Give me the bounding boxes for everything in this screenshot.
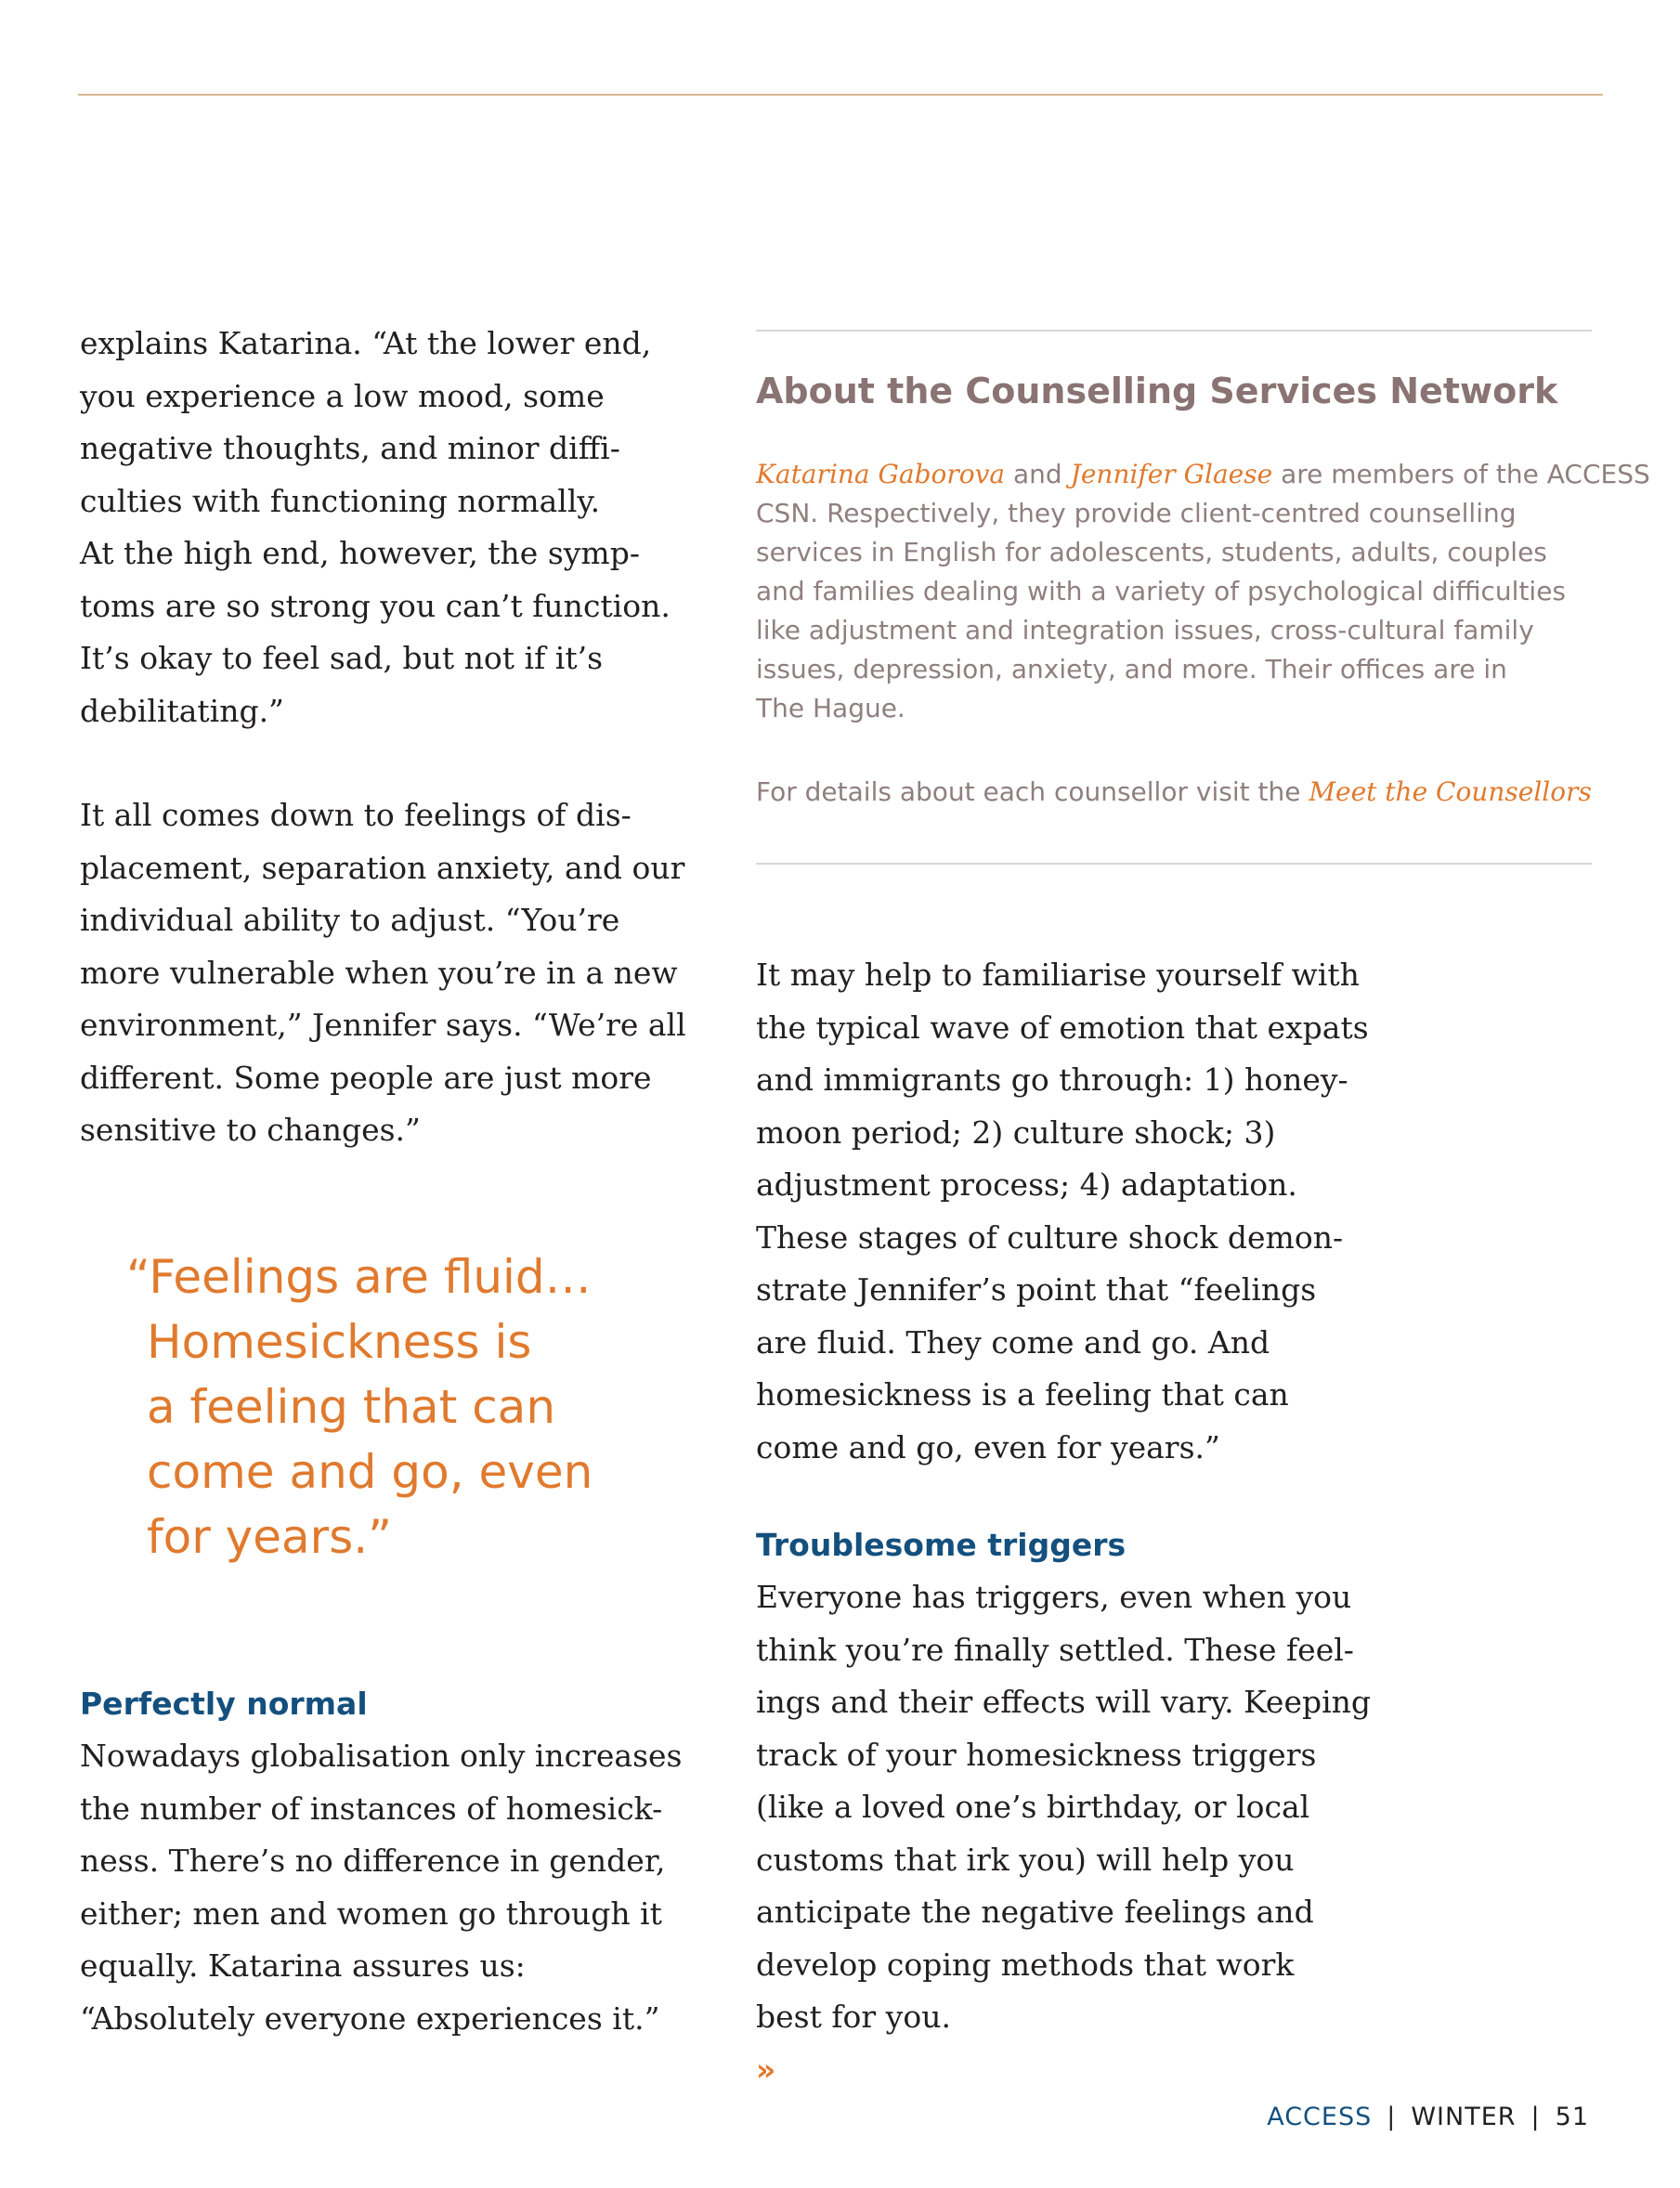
text-line: debilitating.” xyxy=(80,692,284,729)
text-line: It all comes down to feelings of dis- xyxy=(80,797,632,833)
text-line: moon period; 2) culture shock; 3) xyxy=(756,1114,1276,1151)
text-line: At the high end, however, the symp- xyxy=(80,535,640,571)
pull-quote-line: come and go, even xyxy=(147,1445,593,1499)
text-line: environment,” Jennifer says. “We’re all xyxy=(80,1007,686,1043)
pull-quote xyxy=(126,1244,646,1569)
sidebar-title: About the Counselling Services Network xyxy=(756,371,1558,411)
text-line: customs that irk you) will help you xyxy=(756,1841,1295,1878)
text-line: either; men and women go through it xyxy=(80,1895,662,1932)
text-line: These stages of culture shock demon- xyxy=(756,1218,1344,1256)
text-line: “Absolutely everyone experiences it.” xyxy=(80,1999,660,2037)
text-line: equally. Katarina assures us: xyxy=(80,1947,526,1984)
text-line: the number of instances of homesick- xyxy=(80,1790,663,1827)
text-line: Nowadays globalisation only increases xyxy=(80,1738,683,1774)
text-line: are fluid. They come and go. And xyxy=(756,1323,1270,1361)
text-line: It may help to familiarise yourself with xyxy=(756,957,1360,993)
left-paragraph-1 xyxy=(80,318,711,737)
text-line: explains Katarina. “At the lower end, xyxy=(80,325,652,361)
text-line: the typical wave of emotion that expats xyxy=(756,1009,1369,1046)
sidebar-details xyxy=(756,773,1592,812)
meet-the-counsellors-link[interactable]: Meet the Counsellors xyxy=(1309,776,1592,807)
text-line: and immigrants go through: 1) honey- xyxy=(756,1061,1348,1098)
text-line: ness. There’s no difference in gender, xyxy=(80,1843,666,1879)
pull-quote-line: “Feelings are fluid… xyxy=(126,1250,592,1304)
sidebar-line: The Hague. xyxy=(756,693,905,723)
sidebar-box xyxy=(756,330,1650,865)
text-line: It’s okay to feel sad, but not if it’s xyxy=(80,640,604,676)
text-line: ings and their effects will vary. Keeping xyxy=(756,1684,1372,1720)
text-fragment: and xyxy=(1005,459,1071,489)
pull-quote-line: a feeling that can xyxy=(147,1380,556,1434)
name-link-jennifer[interactable]: Jennifer Glaese xyxy=(1070,459,1273,489)
text-line: homesickness is a feeling that can xyxy=(756,1376,1289,1413)
end-mark-icon: » xyxy=(756,2051,776,2088)
text-fragment: best for you. xyxy=(756,1999,951,2035)
sidebar-line xyxy=(756,455,1650,494)
text-line: placement, separation anxiety, and our xyxy=(80,849,685,886)
text-line: negative thoughts, and minor diffi- xyxy=(80,430,620,466)
left-paragraph-3 xyxy=(80,1730,711,2045)
sidebar-body xyxy=(756,455,1650,728)
footer-season: WINTER xyxy=(1411,2103,1517,2131)
name-link-katarina[interactable]: Katarina Gaborova xyxy=(756,459,1006,489)
sidebar-line: and families dealing with a variety of psychological difficulties xyxy=(756,576,1567,606)
text-line: (like a loved one’s birthday, or local xyxy=(756,1789,1310,1825)
left-column xyxy=(80,318,711,1157)
text-line: you experience a low mood, some xyxy=(80,377,605,414)
pull-quote-line: Homesickness is xyxy=(147,1315,532,1369)
right-paragraph-2 xyxy=(756,1571,1397,2096)
footer-separator: | xyxy=(1530,2103,1541,2131)
text-fragment: are members of the ACCESS xyxy=(1272,459,1650,489)
text-line: think you’re finally settled. These feel- xyxy=(756,1631,1354,1668)
sidebar-line: issues, depression, anxiety, and more. Their offices are in xyxy=(756,654,1507,684)
text-line: more vulnerable when you’re in a new xyxy=(80,954,678,991)
text-line: individual ability to adjust. “You’re xyxy=(80,902,620,938)
text-line: toms are so strong you can’t function. xyxy=(80,587,671,624)
sidebar-line: like adjustment and integration issues, cross-cultural family xyxy=(756,615,1534,645)
footer-brand: ACCESS xyxy=(1267,2103,1373,2131)
right-column xyxy=(756,949,1397,1474)
text-fragment: For details about each counsellor visit the xyxy=(756,776,1309,807)
text-line: adjustment process; 4) adaptation. xyxy=(756,1166,1297,1203)
right-section-troublesome-triggers xyxy=(756,1519,1397,2096)
footer-separator: | xyxy=(1387,2103,1397,2131)
text-line: anticipate the negative feelings and xyxy=(756,1894,1314,1930)
text-line: culties with functioning normally. xyxy=(80,482,601,519)
text-line: come and go, even for years.” xyxy=(756,1428,1220,1465)
text-line xyxy=(756,1991,1397,2096)
pull-quote-line: for years.” xyxy=(147,1510,393,1564)
text-line: strate Jennifer’s point that “feelings xyxy=(756,1271,1317,1308)
left-section-perfectly-normal xyxy=(80,1678,711,2045)
left-paragraph-2 xyxy=(80,789,711,1157)
sidebar-line: services in English for adolescents, students, adults, couples xyxy=(756,537,1547,567)
page-footer xyxy=(1267,2103,1589,2131)
text-line: different. Some people are just more xyxy=(80,1059,652,1096)
subhead-perfectly-normal: Perfectly normal xyxy=(80,1686,368,1722)
sidebar-line: CSN. Respectively, they provide client-centred counselling xyxy=(756,498,1517,528)
text-line: Everyone has triggers, even when you xyxy=(756,1579,1352,1615)
subhead-troublesome-triggers: Troublesome triggers xyxy=(756,1527,1127,1563)
text-line: sensitive to changes.” xyxy=(80,1112,421,1148)
right-paragraph-1 xyxy=(756,949,1397,1474)
text-line: track of your homesickness triggers xyxy=(756,1736,1317,1773)
top-rule xyxy=(78,94,1603,96)
text-line: develop coping methods that work xyxy=(756,1946,1295,1983)
page-number: 51 xyxy=(1555,2103,1589,2131)
